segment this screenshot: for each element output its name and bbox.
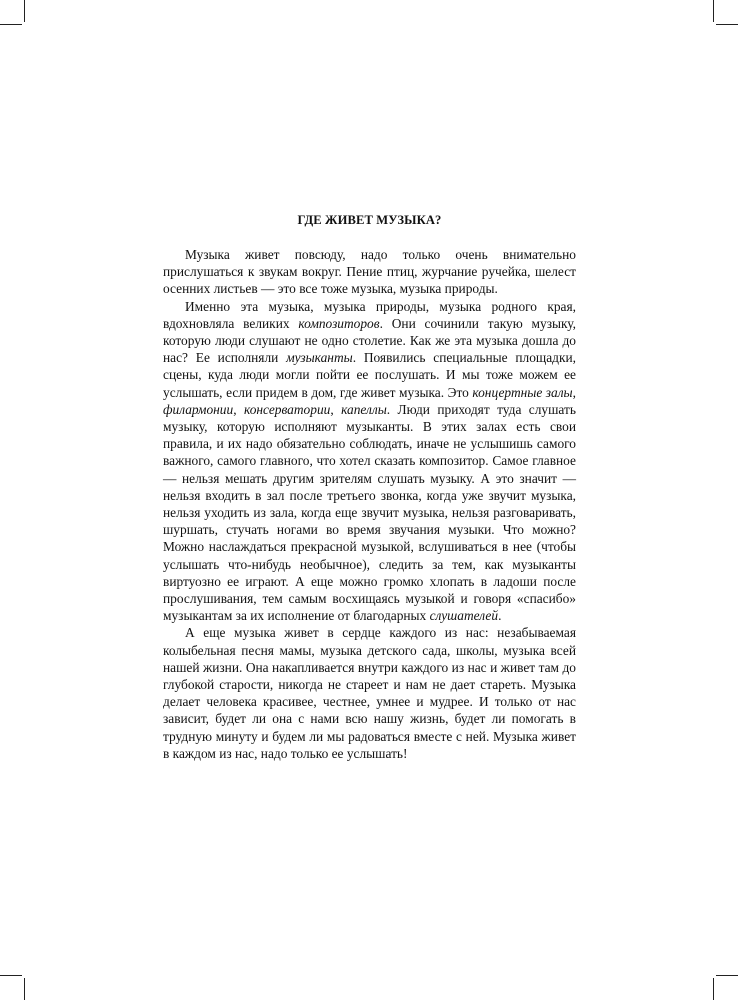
text-run: ,	[572, 384, 576, 400]
paragraph-2	[163, 298, 576, 625]
crop-mark-top-right	[713, 0, 714, 22]
crop-mark-left-top	[0, 24, 22, 25]
italic-term: консерватории	[243, 401, 331, 417]
crop-mark-top-left	[24, 0, 25, 22]
article	[163, 213, 576, 762]
crop-mark-left-bottom	[0, 975, 22, 976]
crop-mark-right-bottom	[716, 975, 738, 976]
text-run: . Они сочинили такую музыку, которую люди слушают не одно столетие. Как же эта музыка дошла до нас? Ее исполняли	[163, 315, 576, 366]
paragraph-1	[163, 246, 576, 298]
text-run: Музыка живет повсюду, надо только очень внимательно прислушаться к звукам вокруг. Пение птиц, журчание ручейка, шелест осенних листьев — это все тоже музыка, музыка природы.	[163, 247, 576, 297]
crop-mark-bottom-right	[713, 978, 714, 1000]
paragraph-3	[163, 624, 576, 762]
italic-term: композиторов	[298, 315, 380, 331]
italic-term: капеллы	[341, 401, 387, 417]
text-run: ,	[330, 401, 342, 417]
article-title: ГДЕ ЖИВЕТ МУЗЫКА?	[297, 213, 442, 227]
text-run: .	[498, 608, 502, 624]
italic-term: концертные залы	[472, 384, 573, 400]
text-run: . Люди приходят туда слушать музыку, которую исполняют музыканты. В этих залах есть свои правила, и их надо обязательно соблюдать, иначе не услышишь самого важного, самого главного, что хотел сказать композитор. Самое главное — нельзя мешать другим зрителям слушать музыку. А это значит — нельзя входить в зал после третьего звонка, когда уже звучит музыка, нельзя уходить из зала, когда еще звучит музыка, нельзя разговаривать, шуршать, стучать ногами во время звучания музыки. Что можно? Можно наслаждаться прекрасной музыкой, вслушиваться в нее (чтобы услышать что-нибудь необычное), следить за тем, как музыканты виртуозно ее играют. А еще можно громко хлопать в ладоши после прослушивания, тем самым восхищаясь музыкой и говоря «спасибо» музыкантам за их исполнение от благодарных	[163, 401, 576, 624]
text-run: А еще музыка живет в сердце каждого из нас: незабываемая колыбельная песня мамы, музыка детского сада, школы, музыка всей нашей жизни. Она накапливается внутри каждого из нас и живет там до глубокой старости, никогда не стареет и нам не дает стареть. Музыка делает человека красивее, честнее, умнее и мудрее. И только от нас зависит, будет ли она с нами всю нашу жизнь, будет ли помогать в трудную минуту и будем ли мы радоваться вместе с ней. Музыка живет в каждом из нас, надо только ее услышать!	[163, 625, 576, 761]
italic-term: музыканты	[286, 350, 353, 366]
crop-mark-right-top	[716, 24, 738, 25]
crop-mark-bottom-left	[24, 978, 25, 1000]
italic-term: филармонии	[163, 401, 234, 417]
italic-term: слушателей	[429, 608, 499, 624]
text-run: ,	[233, 401, 244, 417]
text-run: Именно эта музыка, музыка природы, музыка родного края, вдохновляла великих	[163, 298, 576, 331]
text-run: . Появились специальные площадки, сцены, куда люди могли пойти ее послушать. И мы тоже можем ее услышать, если придем в дом, где живет музыка. Это	[163, 350, 576, 400]
